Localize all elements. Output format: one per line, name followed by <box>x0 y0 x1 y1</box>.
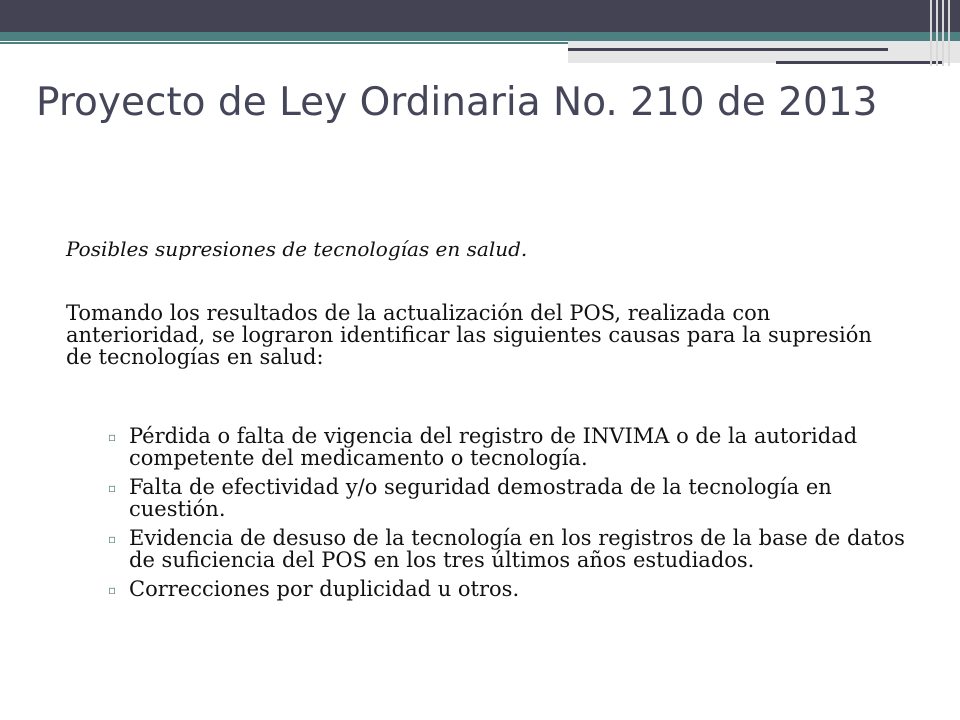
list-item <box>108 425 928 469</box>
list-item-text: Falta de efectividad y/o seguridad demostrada de la tecnología en cuestión. <box>129 475 832 521</box>
square-bullet-icon: ▫ <box>108 430 117 444</box>
list-item <box>108 527 928 571</box>
slide-title: Proyecto de Ley Ordinaria No. 210 de 2013 <box>36 80 878 125</box>
header-stripe <box>942 0 944 66</box>
header-accent-line <box>0 42 568 44</box>
list-item-text: Pérdida o falta de vigencia del registro de INVIMA o de la autoridad competente del medicamento o tecnología. <box>129 424 858 470</box>
header-rule-lower <box>776 61 942 64</box>
list-item-text: Correcciones por duplicidad u otros. <box>129 577 520 601</box>
header-accent-band <box>0 32 960 41</box>
header-rule-upper <box>568 48 888 51</box>
causes-list <box>108 425 928 607</box>
list-item <box>108 578 928 600</box>
list-item-text: Evidencia de desuso de la tecnología en los registros de la base de datos de suficiencia del POS en los tres últimos años estudiados. <box>129 526 905 572</box>
square-bullet-icon: ▫ <box>108 532 117 546</box>
header-stripe <box>948 0 950 66</box>
square-bullet-icon: ▫ <box>108 583 117 597</box>
header-stripe <box>930 0 932 66</box>
header-stripes <box>930 0 952 66</box>
intro-paragraph: Tomando los resultados de la actualización del POS, realizada con anterioridad, se lograron identificar las siguientes causas para la supresión de tecnologías en salud: <box>66 301 872 369</box>
slide-subtitle: Posibles supresiones de tecnologías en salud. <box>66 237 528 261</box>
header-banner <box>0 0 960 32</box>
square-bullet-icon: ▫ <box>108 481 117 495</box>
list-item <box>108 476 928 520</box>
header-gray-band <box>568 41 960 63</box>
header-stripe <box>936 0 938 66</box>
